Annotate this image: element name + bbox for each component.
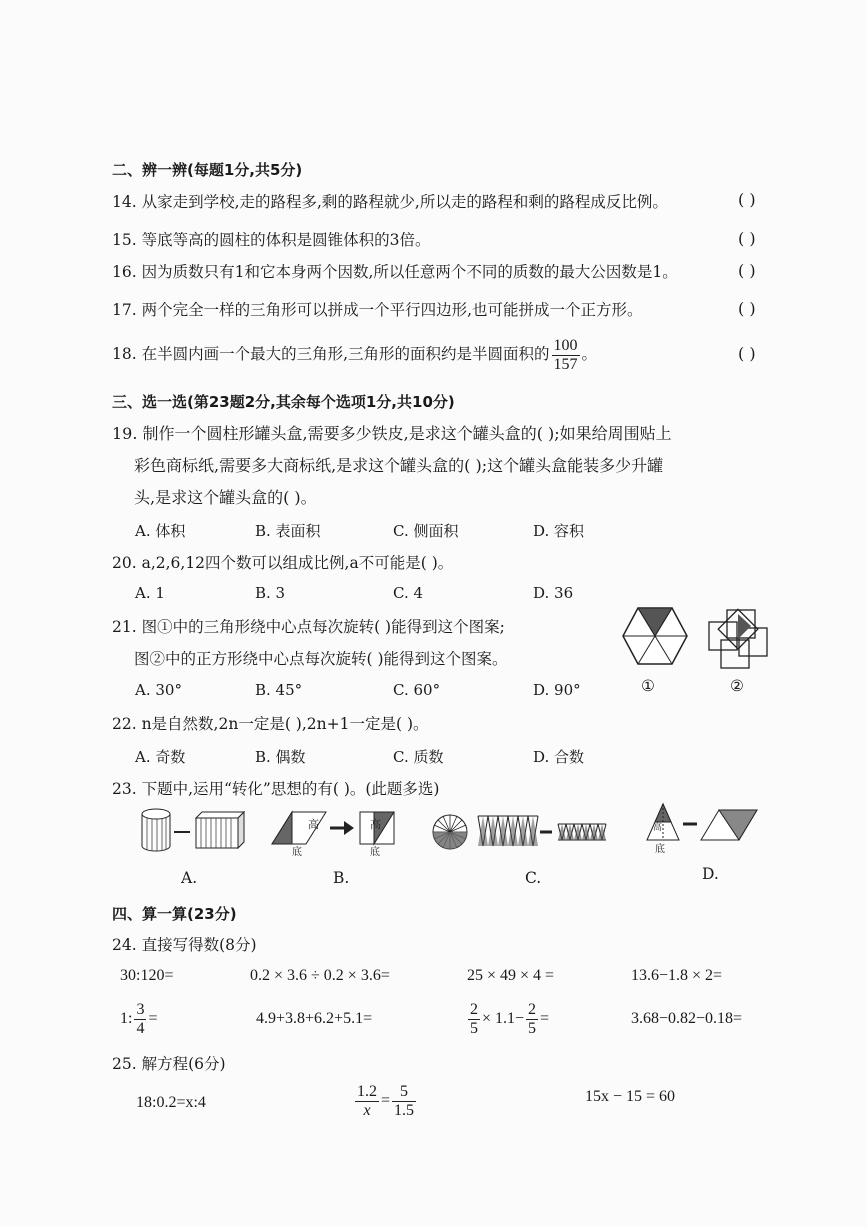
q24-r1-c: 25 × 49 × 4 = [467, 967, 555, 984]
q25-eq1: 18:0.2=x:4 [136, 1094, 206, 1111]
q21-squares-figure [703, 604, 773, 674]
q24-r1-a: 30:120= [120, 967, 174, 984]
q20-option-a[interactable]: A. 1 [135, 584, 165, 602]
q20-option-c[interactable]: C. 4 [393, 584, 424, 602]
q23-figure-d [645, 800, 765, 858]
q22-option-a[interactable]: A. 奇数 [135, 748, 186, 766]
q17-text: 17. 两个完全一样的三角形可以拼成一个平行四边形,也可能拼成一个正方形。 [112, 301, 643, 319]
q24-r2-c-suffix: = [540, 1010, 550, 1027]
q21-fig2-label: ② [730, 677, 744, 695]
q21-line1: 21. 图①中的三角形绕中心点每次旋转( )能得到这个图案; [112, 618, 505, 636]
q24-r1-d: 13.6−1.8 × 2= [631, 967, 723, 984]
q18-denominator: 157 [553, 355, 578, 373]
q23-figure-c [430, 806, 620, 856]
q17-answer-paren[interactable]: ( ) [738, 299, 756, 318]
q23-figure-a [138, 806, 248, 856]
q24-title: 24. 直接写得数(8分) [112, 936, 257, 954]
section2-title: 二、辨一辨(每题1分,共5分) [112, 161, 303, 179]
q25-eq2 [353, 1080, 418, 1122]
section4-title: 四、算一算(23分) [112, 905, 237, 923]
q20-line1: 20. a,2,6,12四个数可以组成比例,a不可能是( )。 [112, 554, 454, 572]
q23-d-base-label: 底 [655, 844, 665, 855]
q23-label-c: C. [525, 869, 542, 887]
q23-figure-b [270, 806, 400, 856]
q16-text: 16. 因为质数只有1和它本身两个因数,所以任意两个不同的质数的最大公因数是1。 [112, 263, 678, 281]
q24-r2-b: 4.9+3.8+6.2+5.1= [256, 1010, 373, 1027]
q18-answer-paren[interactable]: ( ) [738, 344, 756, 363]
q25-title: 25. 解方程(6分) [112, 1055, 226, 1073]
q24-r2-c-den1: 5 [470, 1019, 478, 1037]
q24-r2-d: 3.68−0.82−0.18= [631, 1010, 743, 1027]
q24-r2-c-mid: × 1.1− [482, 1010, 525, 1027]
q16-answer-paren[interactable]: ( ) [738, 261, 756, 280]
q19-line1: 19. 制作一个圆柱形罐头盒,需要多少铁皮,是求这个罐头盒的( );如果给周围贴上 [112, 424, 672, 443]
q24-r2-a-prefix: 1: [120, 1010, 133, 1027]
q23-b-height-label: 高 [308, 818, 319, 831]
q19-option-c[interactable]: C. 侧面积 [393, 522, 459, 540]
q24-r2-c [466, 999, 549, 1039]
q23-b-base-label: 底 [292, 847, 302, 856]
q22-option-d[interactable]: D. 合数 [533, 748, 585, 766]
q20-option-b[interactable]: B. 3 [255, 584, 286, 602]
q24-r2-c-fraction2 [526, 1001, 538, 1038]
q23-line1: 23. 下题中,运用“转化”思想的有( )。(此题多选) [112, 780, 440, 798]
q21-line2: 图②中的正方形绕中心点每次旋转( )能得到这个图案。 [134, 650, 508, 668]
q25-eq2-num1: 1.2 [357, 1082, 377, 1100]
q15-text: 15. 等底等高的圆柱的体积是圆锥体积的3倍。 [112, 231, 431, 249]
q21-option-d[interactable]: D. 90° [533, 681, 581, 699]
q18-line [112, 333, 597, 375]
q19-option-b[interactable]: B. 表面积 [255, 522, 321, 540]
q23-b-height-label-2: 高 [370, 818, 381, 831]
q25-eq2-num2: 5 [392, 1083, 416, 1102]
q25-eq2-den2: 1.5 [394, 1101, 415, 1119]
q18-text-end: 。 [581, 345, 598, 363]
q24-r2-c-den2: 5 [528, 1019, 537, 1037]
q18-numerator: 100 [553, 336, 578, 354]
q14-text: 14. 从家走到学校,走的路程多,剩的路程就少,所以走的路程和剩的路程成反比例。 [112, 193, 668, 211]
q24-r1-b: 0.2 × 3.6 ÷ 0.2 × 3.6= [250, 967, 390, 984]
q21-option-a[interactable]: A. 30° [135, 681, 182, 699]
q24-r2-c-num2: 2 [528, 1000, 537, 1018]
q22-option-b[interactable]: B. 偶数 [255, 748, 306, 766]
q19-line3: 头,是求这个罐头盒的( )。 [134, 488, 317, 507]
q23-label-b: B. [333, 869, 350, 887]
q19-line2: 彩色商标纸,需要多大商标纸,是求这个罐头盒的( );这个罐头盒能装多少升罐 [134, 456, 664, 475]
q24-r2-a-den: 4 [136, 1019, 145, 1037]
q18-text: 18. 在半圆内画一个最大的三角形,三角形的面积约是半圆面积的 [112, 345, 550, 363]
q21-fig1-label: ① [641, 677, 655, 695]
q24-r2-a-suffix: = [148, 1010, 158, 1027]
q25-eq2-den1: x [363, 1101, 371, 1119]
q23-d-height-label: 高 [653, 823, 663, 833]
q20-option-d[interactable]: D. 36 [533, 584, 574, 602]
q22-option-c[interactable]: C. 质数 [393, 748, 444, 766]
section3-title: 三、选一选(第23题2分,其余每个选项1分,共10分) [112, 393, 455, 411]
q25-eq2-fraction2 [392, 1083, 416, 1120]
q19-option-d[interactable]: D. 容积 [533, 522, 585, 540]
q24-r2-a-num: 3 [136, 1000, 145, 1018]
q22-line1: 22. n是自然数,2n一定是( ),2n+1一定是( )。 [112, 715, 429, 733]
q23-b-base-label-2: 底 [370, 847, 380, 856]
q25-eq3: 15x − 15 = 60 [585, 1088, 676, 1105]
q21-hexagon-figure [620, 604, 690, 668]
q24-r2-c-fraction1 [468, 1001, 480, 1038]
q25-eq2-equals: = [381, 1092, 391, 1109]
q24-r2-c-num1: 2 [470, 1000, 478, 1018]
q25-eq2-fraction1 [355, 1083, 379, 1120]
q15-answer-paren[interactable]: ( ) [738, 229, 756, 248]
q23-label-d: D. [702, 865, 719, 883]
q24-r2-a [120, 999, 157, 1039]
q18-fraction [552, 337, 580, 374]
q21-option-b[interactable]: B. 45° [255, 681, 303, 699]
q23-label-a: A. [181, 869, 198, 887]
q21-option-c[interactable]: C. 60° [393, 681, 441, 699]
q19-option-a[interactable]: A. 体积 [135, 522, 186, 540]
q24-r2-a-fraction [134, 1001, 146, 1038]
q14-answer-paren[interactable]: ( ) [738, 190, 756, 209]
